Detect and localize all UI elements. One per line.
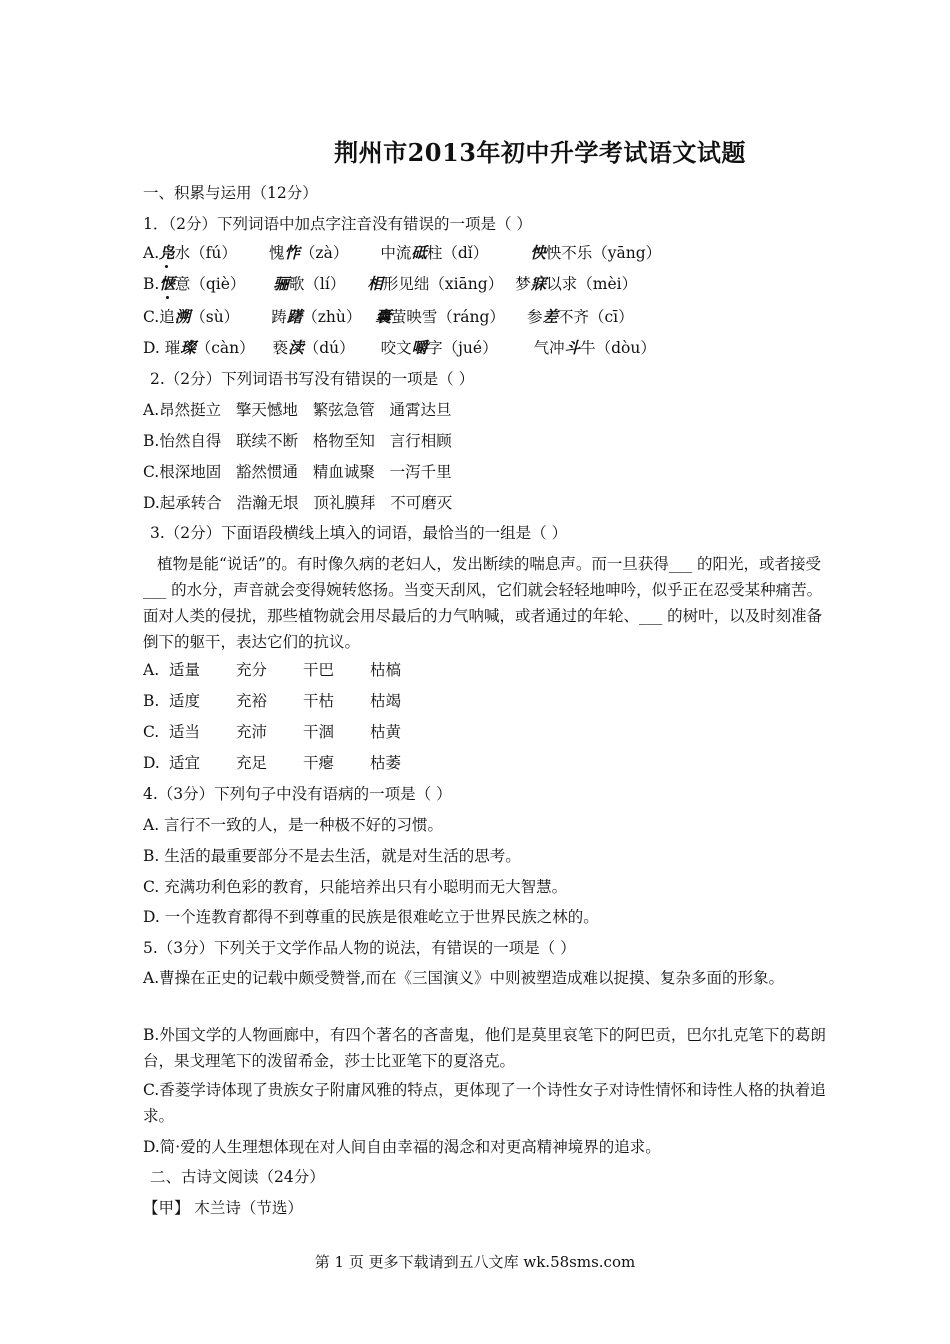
page-title: 荆州市2013年初中升学考试语文试题 (334, 138, 746, 167)
q4-option-c: C. 充满功利色彩的教育，只能培养出只有小聪明而无大智慧。 (143, 878, 568, 896)
q4-option-d: D. 一个连教育都得不到尊重的民族是很难屹立于世界民族之林的。 (143, 908, 599, 926)
q3-option-c: C. 适当 充沛 干涸 枯黄 (143, 723, 402, 741)
q3-stem: 3.（2分）下面语段横线上填入的词语，最恰当的一组是（ ） (150, 524, 568, 542)
poem-heading-jia: 【甲】 木兰诗（节选） (143, 1199, 303, 1217)
q2-stem: 2.（2分）下列词语书写没有错误的一项是（ ） (150, 370, 475, 388)
page-footer: 第 1 页 更多下载请到五八文库 wk.58sms.com (314, 1253, 636, 1271)
q1-option-c: C.追溯（sù） 踌躇（zhù） 囊萤映雪（ráng） 参差不齐（cī） (143, 307, 634, 326)
q5-option-a: A.曹操在正史的记载中颇受赞誉,而在《三国演义》中则被塑造成难以捉摸、复杂多面的形象。 (143, 969, 785, 987)
q5-option-c: C.香菱学诗体现了贵族女子附庸风雅的特点，更体现了一个诗性女子对诗性情怀和诗性人格的执着追求。 (143, 1081, 826, 1125)
q2-option-a: A.昂然挺立 擎天憾地 繁弦急管 通霄达旦 (143, 401, 452, 419)
q4-option-a: A. 言行不一致的人，是一种极不好的习惯。 (143, 816, 444, 834)
q5-option-b: B.外国文学的人物画廊中，有四个著名的吝啬鬼，他们是莫里哀笔下的阿巴贡，巴尔扎克笔下的葛朗台，果戈理笔下的泼留希金，莎士比亚笔下的夏洛克。 (143, 1026, 826, 1070)
q3-passage: 植物是能“说话”的。有时像久病的老妇人，发出断续的喘息声。而一旦获得___ 的阳光，或者接受___ 的水分，声音就会变得婉转悠扬。当变天刮风，它们就会轻轻地呻吟，似乎正在忍受某种痛苦。面对人类的侵扰，那些植物就会用尽最后的力气呐喊，或者通过的年轮、___ 的树叶，以及时刻准备倒下的躯干，表达它们的抗议。 (143, 555, 823, 651)
q1-option-b: B.惬意（qiè） 骊歌（lí） 相形见绌（xiāng） 梦寐以求（mèi） (143, 274, 638, 293)
q3-option-a: A. 适量 充分 干巴 枯槁 (143, 661, 402, 679)
q4-option-b: B. 生活的最重要部分不是去生活，就是对生活的思考。 (143, 847, 521, 865)
q2-option-c: C.根深地固 豁然惯通 精血诚聚 一泻千里 (143, 463, 452, 481)
q5-stem: 5.（3分）下列关于文学作品人物的说法，有错误的一项是（ ） (143, 939, 576, 957)
q3-option-b: B. 适度 充裕 干枯 枯竭 (143, 692, 402, 710)
q3-option-d: D. 适宜 充足 干瘪 枯萎 (143, 754, 402, 772)
q1-option-a: A.凫水（fú） 愧怍（zà） 中流砥柱（dǐ） 怏怏不乐（yāng） (143, 243, 662, 262)
q1-option-d: D. 璀璨（càn） 亵渎（dú） 咬文嚼字（jué） 气冲斗牛（dòu） (143, 338, 656, 357)
section-heading-1: 一、积累与运用（12分） (143, 184, 318, 202)
q5-option-d: D.简·爱的人生理想体现在对人间自由幸福的渴念和对更高精神境界的追求。 (143, 1138, 661, 1156)
q4-stem: 4.（3分）下列句子中没有语病的一项是（ ） (143, 785, 452, 803)
q2-option-b: B.怡然自得 联续不断 格物至知 言行相顾 (143, 432, 452, 450)
section-heading-2: 二、古诗文阅读（24分） (150, 1168, 325, 1186)
q1-stem: 1．（2分）下列词语中加点字注音没有错误的一项是（ ） (143, 215, 532, 233)
q2-option-d: D.起承转合 浩瀚无垠 顶礼膜拜 不可磨灭 (143, 494, 453, 512)
